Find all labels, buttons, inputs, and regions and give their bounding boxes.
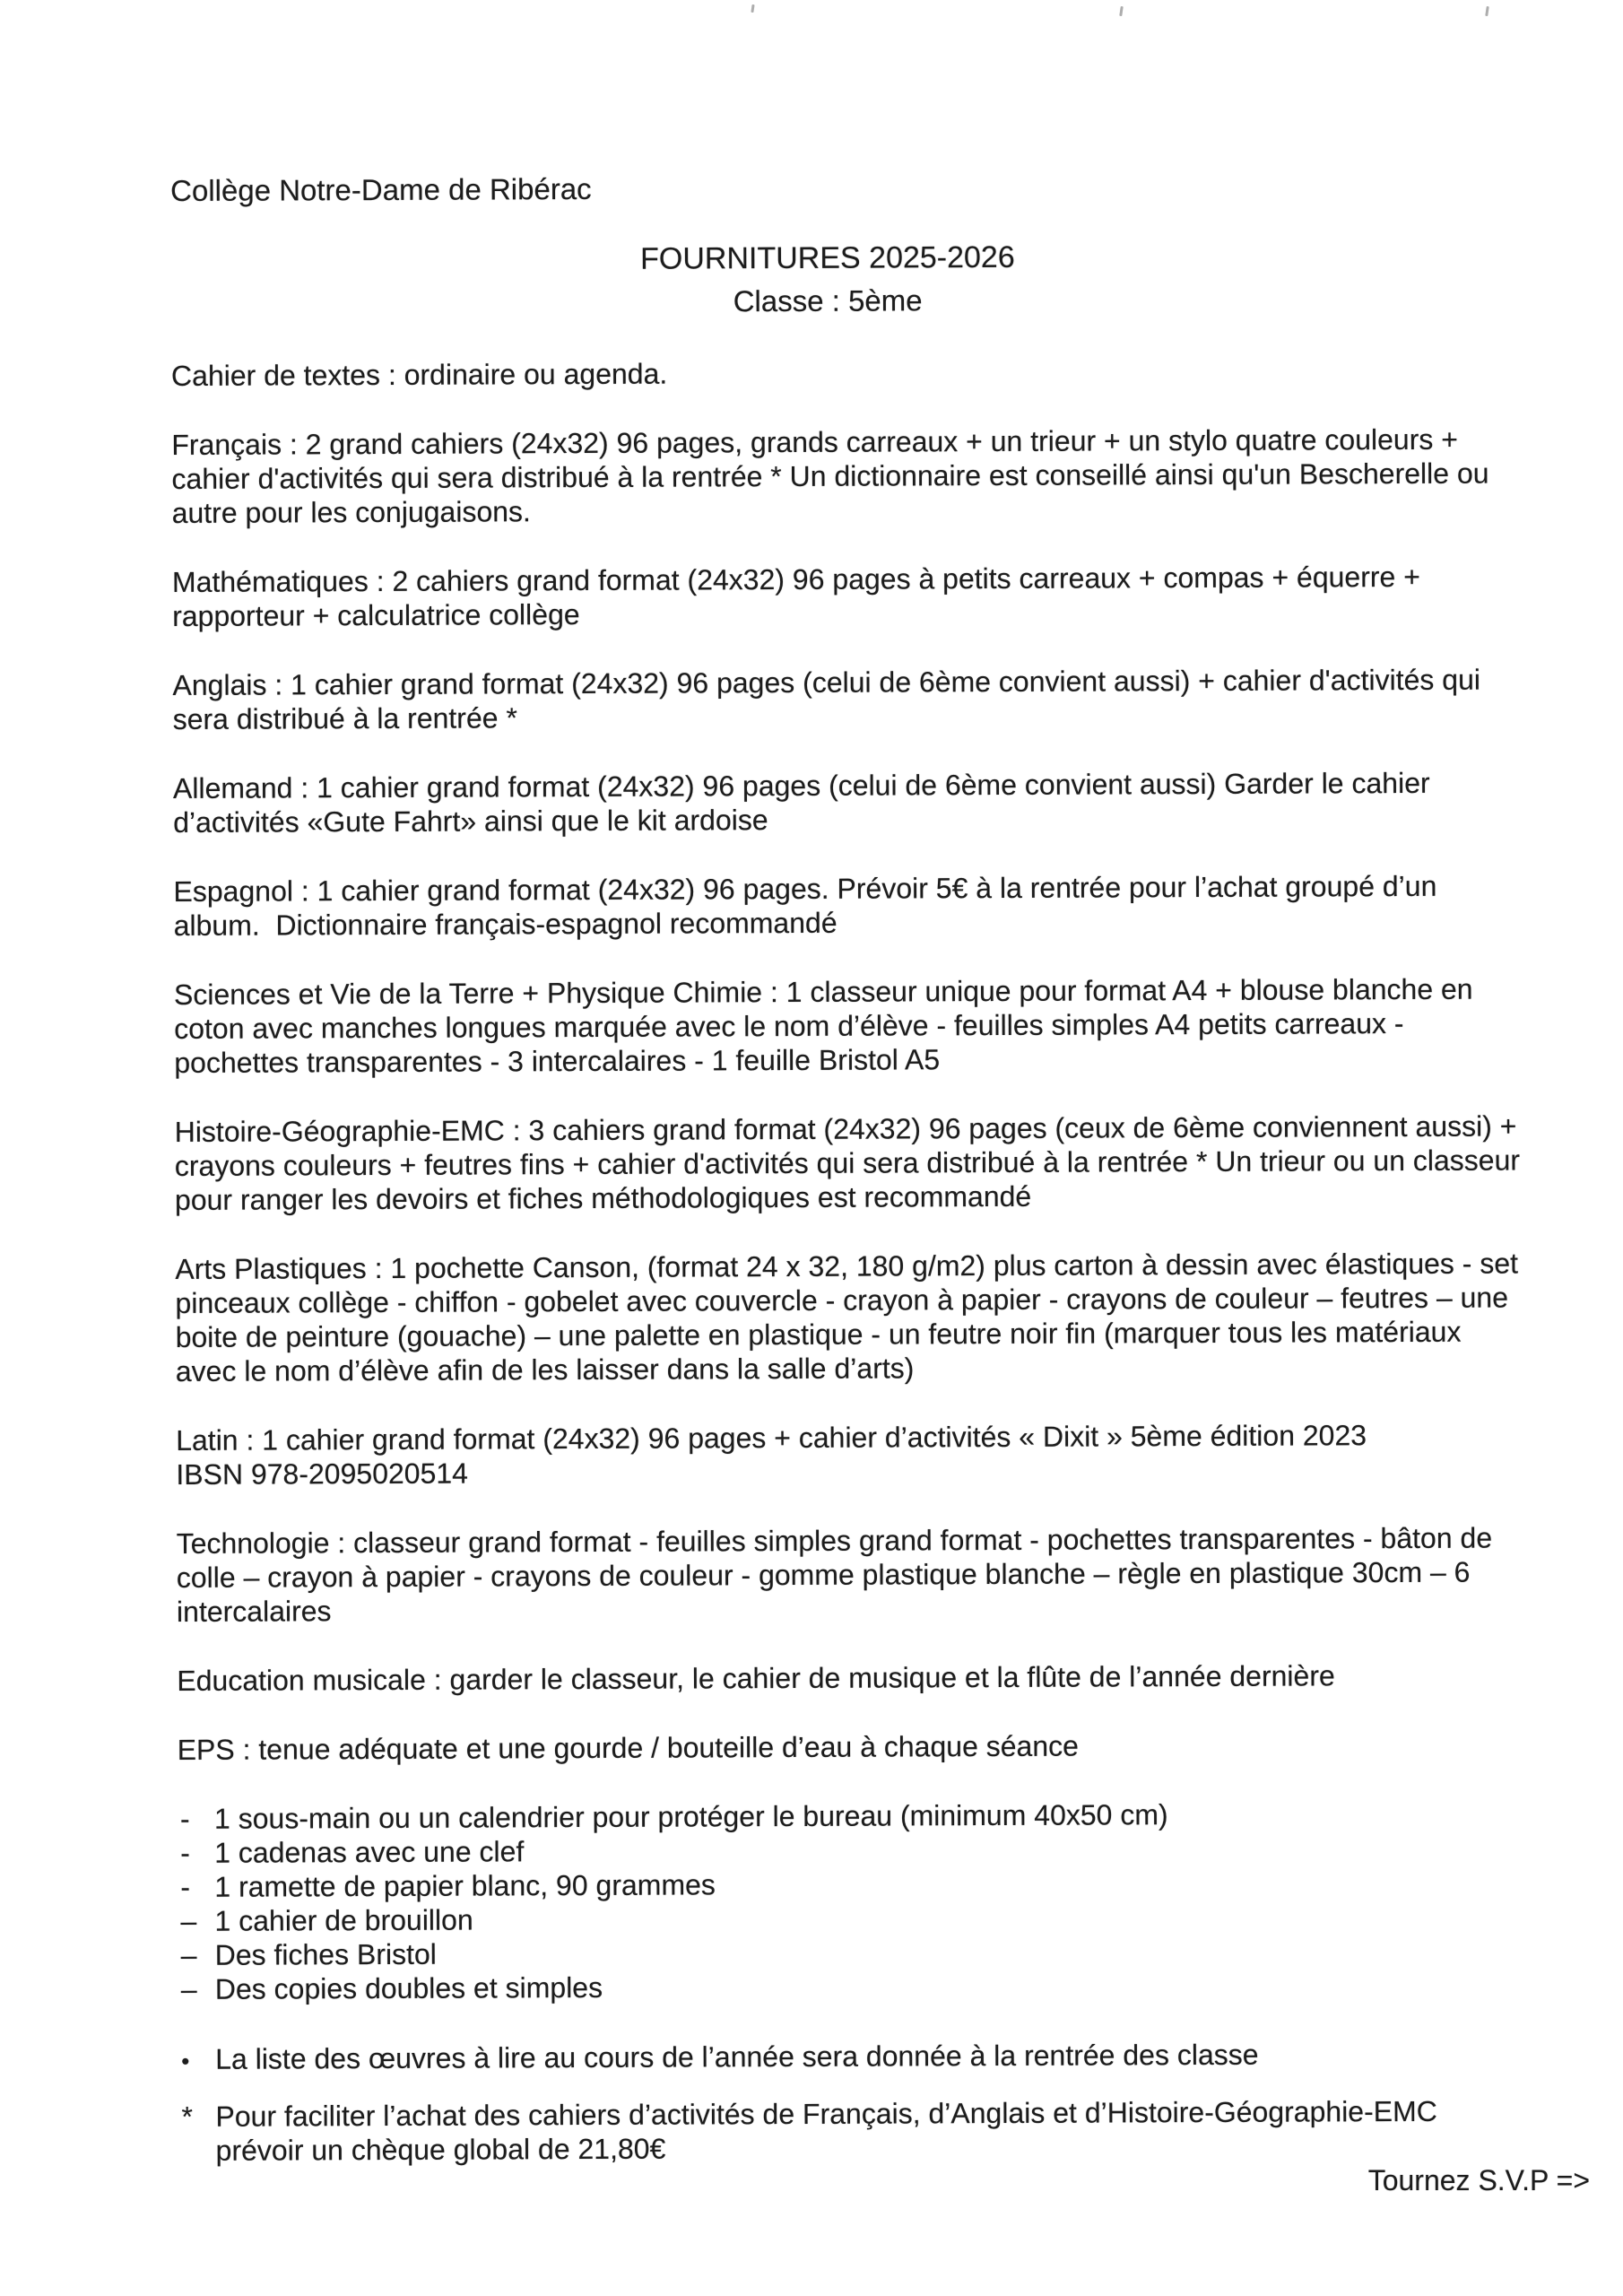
title-block — [152, 234, 1502, 326]
paragraph-francais: Français : 2 grand cahiers (24x32) 96 pages, grands carreaux + un trieur + un stylo quatre couleurs + cahier d'activités qui sera distribué à la rentrée * Un dictionnaire est conseillé ainsi qu'un Bescherelle ou autre pour les conjugaisons. — [171, 422, 1497, 529]
list-item-text: 1 sous-main ou un calendrier pour protéger le bureau (minimum 40x50 cm) — [213, 1798, 1168, 1835]
paragraph-histoire-geographie-emc: Histoire-Géographie-EMC : 3 cahiers grand format (24x32) 96 pages (ceux de 6ème conviennent aussi) + crayons couleurs + feutres fins + cahier d'activités qui sera distribué à la rentrée * Un trieur ou un classeur pour ranger les devoirs et fiches méthodologiques est recommandé — [174, 1109, 1528, 1216]
scan-artifact — [751, 4, 754, 13]
bullet-icon: • — [181, 2047, 190, 2074]
document-title: FOURNITURES 2025-2026 — [640, 239, 1015, 276]
list-item-text: Des copies doubles et simples — [214, 1970, 603, 2005]
paragraph-arts-plastiques: Arts Plastiques : 1 pochette Canson, (format 24 x 32, 180 g/m2) plus carton à dessin avec élastiques - set pinceaux collège - chiffon - gobelet avec couvercle - crayon à papier - crayons de couleur – feutres – une boite de peinture (gouache) – une palette en plastique - un feutre noir fin (marquer tous les matériaux avec le nom d’élève afin de les laisser dans la salle d’arts) — [175, 1247, 1526, 1387]
list-item-dash: - — [179, 1802, 190, 1835]
list-item — [178, 1898, 1527, 1938]
list-item — [178, 1830, 1527, 1870]
asterisk-icon: * — [181, 2100, 193, 2133]
school-name: Collège Notre-Dame de Ribérac — [170, 171, 592, 207]
note-reading-list — [178, 2036, 1528, 2078]
list-item-dash: - — [180, 1870, 191, 1903]
supplies-list — [178, 1796, 1528, 2006]
paragraph-svt-physique-chimie: Sciences et Vie de la Terre + Physique Chimie : 1 classeur unique pour format A4 + blouse blanche en coton avec manches longues marquée avec le nom d’élève - feuilles simples A4 petits carreaux - pochettes transparentes - 3 intercalaires - 1 feuille Bristol A5 — [173, 972, 1481, 1079]
list-item — [178, 1932, 1528, 1972]
document-content — [170, 167, 1529, 2168]
paragraph-allemand: Allemand : 1 cahier grand format (24x32) 96 pages (celui de 6ème convient aussi) Garder le cahier d’activités «Gute Fahrt» ainsi que le kit ardoise — [172, 766, 1438, 839]
list-item-text: 1 cadenas avec une clef — [214, 1835, 525, 1869]
paragraph-education-musicale: Education musicale : garder le classeur, le cahier de musique et la flûte de l’année dernière — [177, 1659, 1335, 1697]
paragraph-technologie: Technologie : classeur grand format - feuilles simples grand format - pochettes transparentes - bâton de colle – crayon à papier - crayons de couleur - gomme plastique blanche – règle en plastique 30cm – 6 intercalaires — [176, 1521, 1501, 1628]
paragraph-mathematiques: Mathématiques : 2 cahiers grand format (24x32) 96 pages à petits carreaux + compas + équerre + rapporteur + calculatrice collège — [171, 560, 1428, 632]
paragraph-latin: Latin : 1 cahier grand format (24x32) 96 pages + cahier d’activités « Dixit » 5ème édition 2023 IBSN 978-2095020514 — [176, 1419, 1367, 1491]
class-line: Classe : 5ème — [733, 283, 923, 318]
scan-artifact — [1119, 6, 1124, 16]
paragraph-anglais: Anglais : 1 cahier grand format (24x32) 96 pages (celui de 6ème convient aussi) + cahier d'activités qui sera distribué à la rentrée * — [172, 663, 1488, 735]
note-text: La liste des œuvres à lire au cours de l’année sera donnée à la rentrée des classe — [215, 2038, 1259, 2075]
note-text: Pour faciliter l’achat des cahiers d’activités de Français, d’Anglais et d’Histoire-Géographie-EMC prévoir un chèque global de 21,80€ — [215, 2094, 1445, 2167]
list-item — [178, 1796, 1527, 1836]
list-item-dash: – — [180, 1972, 197, 2005]
scan-artifact — [1485, 6, 1489, 16]
document-body — [171, 352, 1529, 2168]
list-item-text: Des fiches Bristol — [214, 1937, 437, 1971]
paragraph-espagnol: Espagnol : 1 cahier grand format (24x32) 96 pages. Prévoir 5€ à la rentrée pour l’achat groupé d’un album. Dictionnaire français-espagnol recommandé — [173, 869, 1445, 942]
paragraph-cahier-de-textes: Cahier de textes : ordinaire ou agenda. — [170, 357, 668, 392]
list-item — [178, 1864, 1527, 1904]
note-cheque-global — [178, 2093, 1528, 2168]
list-item-text: 1 ramette de papier blanc, 90 grammes — [214, 1868, 716, 1903]
list-item-dash: – — [180, 1904, 197, 1937]
list-item — [178, 1966, 1528, 2006]
list-item-dash: - — [180, 1836, 190, 1869]
list-item-text: 1 cahier de brouillon — [214, 1903, 473, 1937]
paragraph-eps: EPS : tenue adéquate et une gourde / bouteille d’eau à chaque séance — [177, 1729, 1079, 1766]
list-item-dash: – — [180, 1938, 197, 1971]
turn-page-note: Tournez S.V.P => — [1367, 2164, 1590, 2196]
